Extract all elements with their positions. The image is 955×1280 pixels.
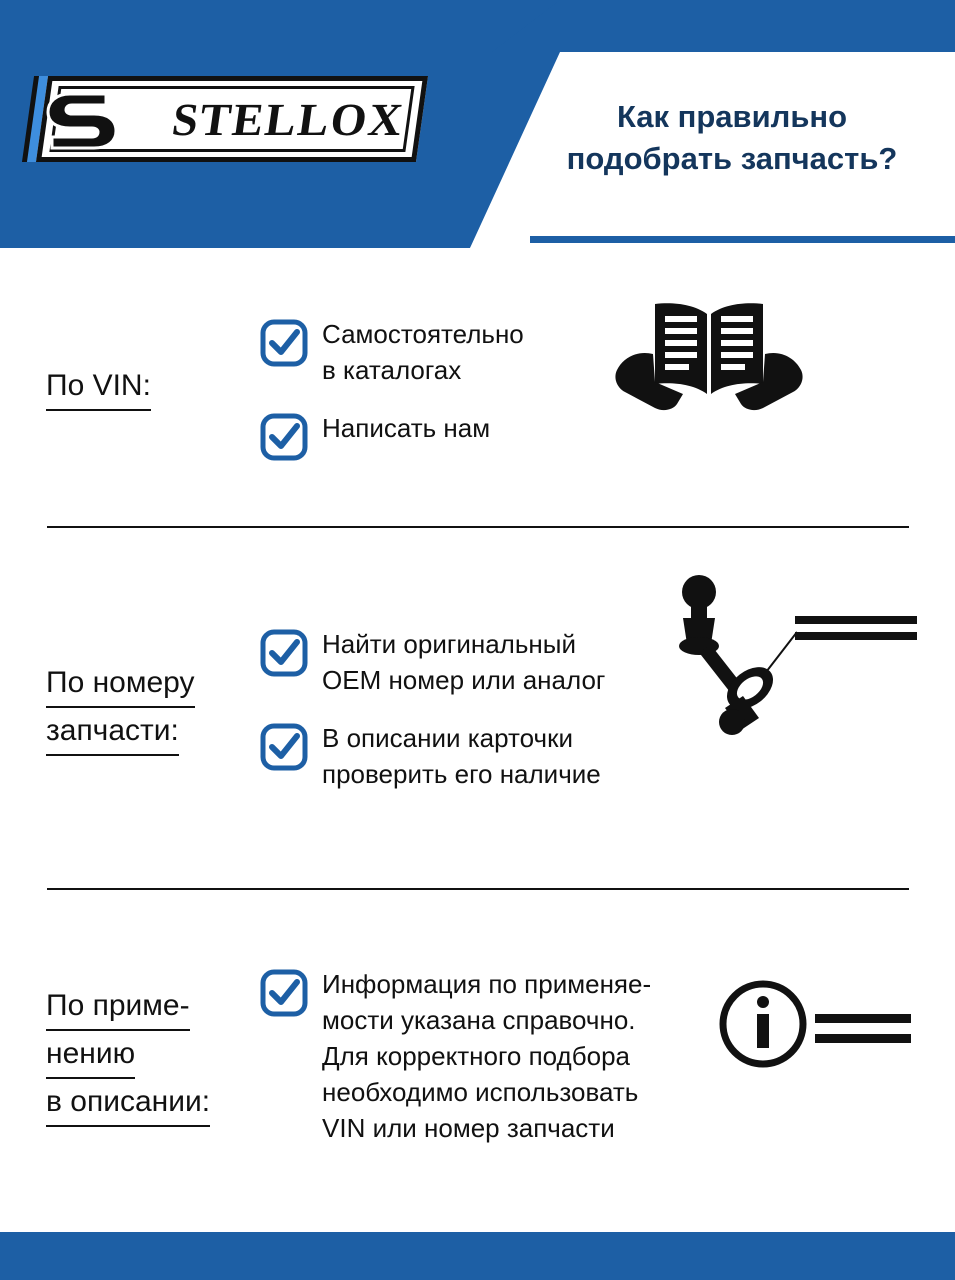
- section-by-part-number-label-line-1: По номеру: [46, 660, 195, 708]
- list-item-text-line-2: проверить его наличие: [322, 758, 601, 789]
- list-item-text: [322, 627, 605, 699]
- list-item-text-line-1: Информация по применяе-: [322, 969, 652, 1000]
- check-icon: [260, 629, 308, 677]
- list-item-text-line-1: Найти оригинальный: [322, 629, 576, 660]
- title-underline: [530, 236, 955, 243]
- content-area: [0, 248, 955, 1232]
- list-item-text-line-4: необходимо использовать: [322, 1076, 639, 1107]
- list-item-text-line-5: VIN или номер запчасти: [322, 1112, 615, 1143]
- page-footer-bar: [0, 1232, 955, 1280]
- check-icon: [260, 723, 308, 771]
- check-icon: [260, 319, 308, 367]
- list-item: [260, 411, 955, 461]
- info-circle-icon: [715, 970, 915, 1080]
- page-title: [530, 96, 934, 180]
- list-item-text-line-3: Для корректного подбора: [322, 1041, 630, 1072]
- section-by-vin-label-line-1: По VIN:: [46, 363, 151, 411]
- section-by-application-label: [0, 983, 260, 1127]
- check-icon: [260, 413, 308, 461]
- section-by-vin-items: [260, 313, 955, 461]
- section-by-application-label-line-3: в описании:: [46, 1079, 210, 1127]
- list-item-text: [322, 411, 490, 447]
- section-by-part-number-label-line-2: запчасти:: [46, 708, 179, 756]
- section-by-vin: [0, 248, 955, 526]
- section-by-application: [0, 890, 955, 1220]
- logo-wordmark: STELLOX: [169, 93, 408, 145]
- open-book-in-hands-icon: [611, 296, 807, 428]
- section-by-application-label-line-1: По приме-: [46, 983, 190, 1031]
- section-by-vin-label: [0, 363, 260, 411]
- section-by-part-number: [0, 528, 955, 888]
- list-item-text-line-2: мости указана справочно.: [322, 1005, 636, 1036]
- list-item-text-line-2: в каталогах: [322, 355, 462, 385]
- section-by-part-number-label: [0, 660, 260, 756]
- list-item-text: [322, 967, 651, 1146]
- page-header: [0, 0, 955, 248]
- list-item-text-line-1: Самостоятельно: [322, 319, 524, 350]
- list-item-text-line-2: OEM номер или аналог: [322, 665, 606, 696]
- list-item-text-line-1: В описании карточки: [322, 723, 573, 753]
- section-by-application-label-line-2: нению: [46, 1031, 135, 1079]
- stabilizer-link-part-icon: [647, 570, 917, 770]
- list-item-text: [322, 317, 524, 389]
- list-item-text-line-1: Написать нам: [322, 412, 491, 443]
- list-item-text: [322, 721, 601, 793]
- page-title-line-1: Как правильно: [616, 99, 848, 134]
- list-item: [260, 317, 955, 389]
- check-icon: [260, 969, 308, 1017]
- page-title-line-2: подобрать запчасть?: [566, 140, 898, 176]
- logo-s-mark-icon: [44, 86, 120, 154]
